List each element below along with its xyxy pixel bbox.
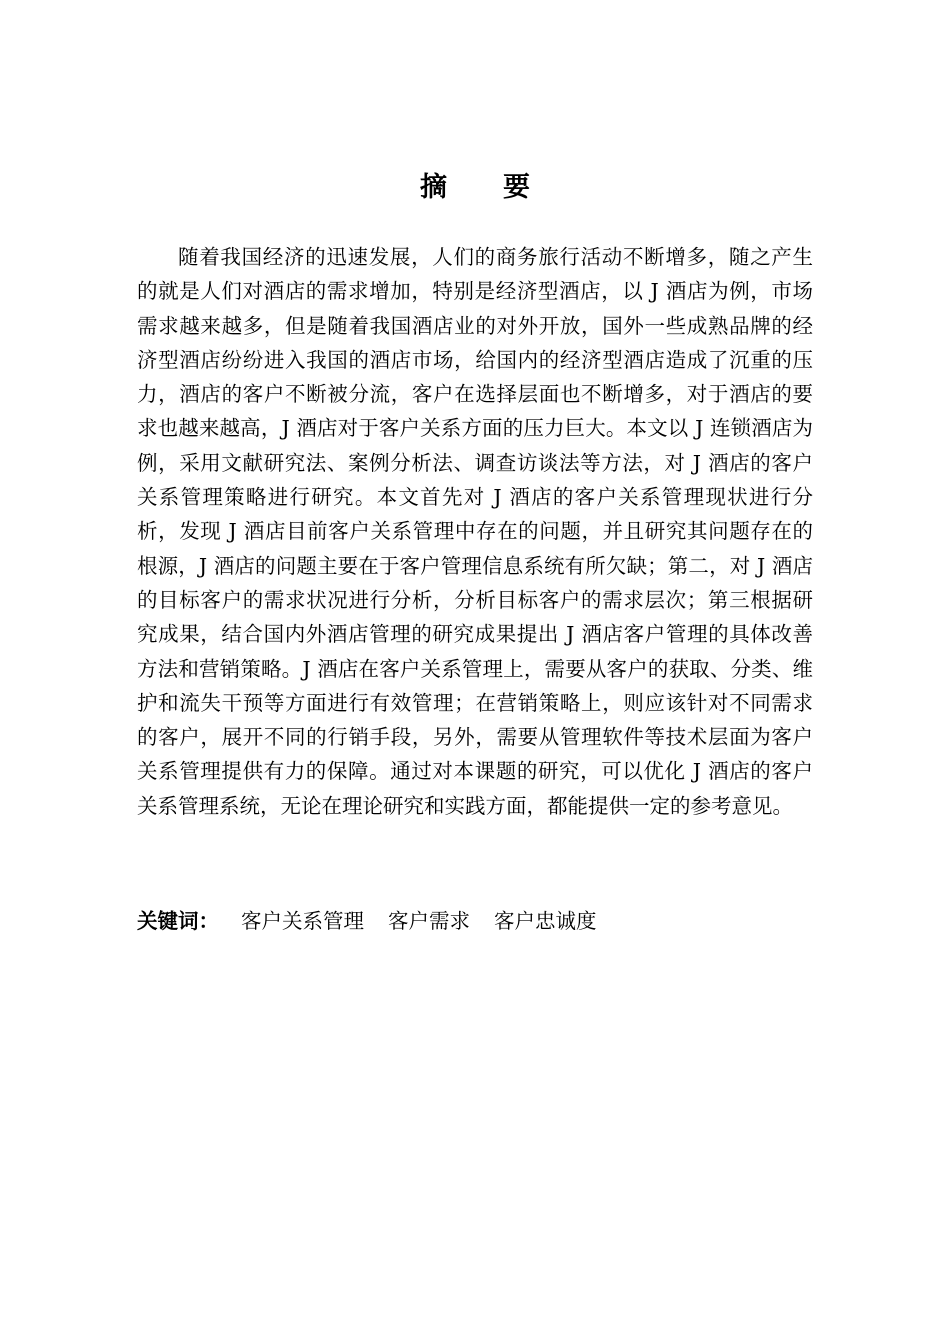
keywords-label: 关键词： (137, 909, 219, 933)
keyword-item: 客户忠诚度 (494, 909, 597, 933)
keyword-item: 客户需求 (388, 909, 470, 933)
abstract-title: 摘要 (420, 172, 586, 203)
keywords-line (137, 904, 813, 938)
keyword-item: 客户关系管理 (241, 909, 364, 933)
abstract-body: 随着我国经济的迅速发展，人们的商务旅行活动不断增多，随之产生的就是人们对酒店的需求增加，特别是经济型酒店，以 J 酒店为例，市场需求越来越多，但是随着我国酒店业的对外开放，国外一些成熟品牌的经济型酒店纷纷进入我国的酒店市场，给国内的经济型酒店造成了沉重的压力，酒店的客户不断被分流，客户在选择层面也不断增多，对于酒店的要求也越来越高，J 酒店对于客户关系方面的压力巨大。本文以 J 连锁酒店为例，采用文献研究法、案例分析法、调查访谈法等方法，对 J 酒店的客户关系管理策略进行研究。本文首先对 J 酒店的客户关系管理现状进行分析，发现 J 酒店目前客户关系管理中存在的问题，并且研究其问题存在的根源，J 酒店的问题主要在于客户管理信息系统有所欠缺；第二，对 J 酒店的目标客户的需求状况进行分析，分析目标客户的需求层次；第三根据研究成果，结合国内外酒店管理的研究成果提出 J 酒店客户管理的具体改善方法和营销策略。J 酒店在客户关系管理上，需要从客户的获取、分类、维护和流失干预等方面进行有效管理；在营销策略上，则应该针对不同需求的客户，展开不同的行销手段，另外，需要从管理软件等技术层面为客户关系管理提供有力的保障。通过对本课题的研究，可以优化 J 酒店的客户关系管理系统，无论在理论研究和实践方面，都能提供一定的参考意见。 (137, 245, 813, 818)
